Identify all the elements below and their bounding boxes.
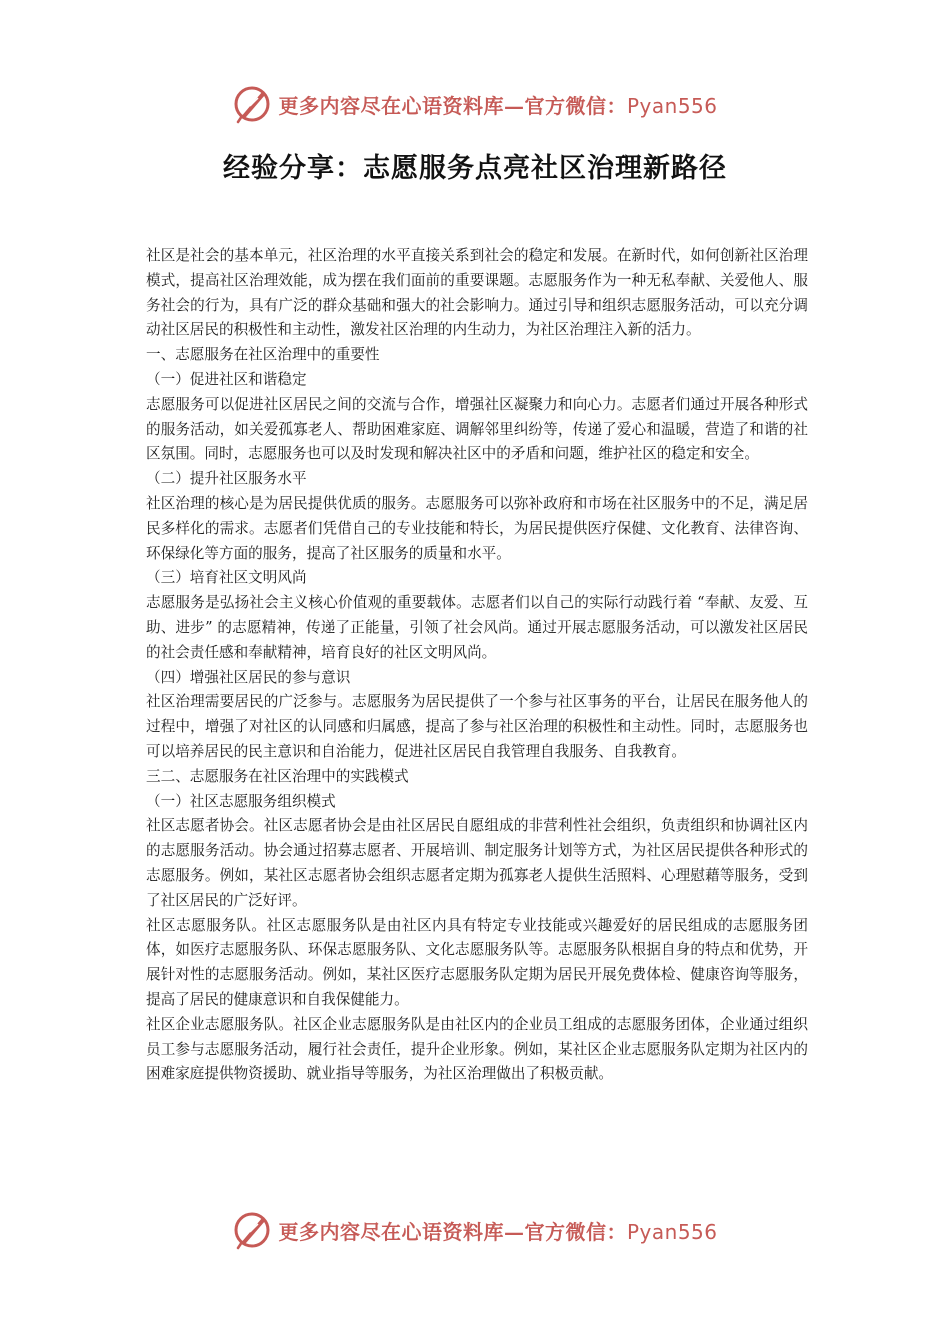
- section-heading: （二）提升社区服务水平: [146, 470, 307, 488]
- quill-logo-icon: [232, 84, 272, 124]
- section-heading: （四）增强社区居民的参与意识: [146, 668, 351, 686]
- header-banner: [0, 82, 950, 126]
- paragraph: 志愿服务可以促进社区居民之间的交流与合作，增强社区凝聚力和向心力。志愿者们通过开展各种形式的服务活动，如关爱孤寡老人、帮助困难家庭、调解邻里纠纷等，传递了爱心和温暖，营造了和谐的社区氛围。同时，志愿服务也可以及时发现和解决社区中的矛盾和问题，维护社区的稳定和安全。: [146, 395, 808, 463]
- paragraph: 社区志愿服务队。社区志愿服务队是由社区内具有特定专业技能或兴趣爱好的居民组成的志愿服务团体，如医疗志愿服务队、环保志愿服务队、文化志愿服务队等。志愿服务队根据自身的特点和优势，开展针对性的志愿服务活动。例如，某社区医疗志愿服务队定期为居民开展免费体检、健康咨询等服务，提高了居民的健康意识和自我保健能力。: [146, 916, 808, 1008]
- paragraph: 社区企业志愿服务队。社区企业志愿服务队是由社区内的企业员工组成的志愿服务团体，企业通过组织员工参与志愿服务活动，履行社会责任，提升企业形象。例如，某社区企业志愿服务队定期为社区内的困难家庭提供物资援助、就业指导等服务，为社区治理做出了积极贡献。: [146, 1015, 808, 1083]
- paragraph: 社区志愿者协会。社区志愿者协会是由社区居民自愿组成的非营利性社会组织，负责组织和协调社区内的志愿服务活动。协会通过招募志愿者、开展培训、制定服务计划等方式，为社区居民提供各种形式的志愿服务。例如，某社区志愿者协会组织志愿者定期为孤寡老人提供生活照料、心理慰藉等服务，受到了社区居民的广泛好评。: [146, 817, 808, 909]
- paragraph: 社区治理需要居民的广泛参与。志愿服务为居民提供了一个参与社区事务的平台，让居民在服务他人的过程中，增强了对社区的认同感和归属感，提高了参与社区治理的积极性和主动性。同时，志愿服务也可以培养居民的民主意识和自治能力，促进社区居民自我管理自我服务、自我教育。: [146, 693, 808, 760]
- banner-text: 更多内容尽在心语资料库—官方微信：Pyan556: [278, 93, 718, 118]
- section-heading: 一、志愿服务在社区治理中的重要性: [146, 346, 380, 364]
- section-heading: （一）促进社区和谐稳定: [146, 370, 307, 388]
- paragraph: 志愿服务是弘扬社会主义核心价值观的重要载体。志愿者们以自己的实际行动践行着 “奉献、友爱、互助、进步” 的志愿精神，传递了正能量，引领了社会风尚。通过开展志愿服务活动，可以激发社区居民的社会责任感和奉献精神，培育良好的社区文明风尚。: [146, 594, 808, 661]
- paragraph: 社区是社会的基本单元，社区治理的水平直接关系到社会的稳定和发展。在新时代，如何创新社区治理模式，提高社区治理效能，成为摆在我们面前的重要课题。志愿服务作为一种无私奉献、关爱他人、服务社会的行为，具有广泛的群众基础和强大的社会影响力。通过引导和组织志愿服务活动，可以充分调动社区居民的积极性和主动性，激发社区治理的内生动力，为社区治理注入新的活力。: [146, 247, 808, 339]
- section-heading: （一）社区志愿服务组织模式: [146, 792, 336, 810]
- section-heading: （三）培育社区文明风尚: [146, 569, 307, 587]
- quill-logo-icon: [232, 1210, 272, 1250]
- page-title: 经验分享：志愿服务点亮社区治理新路径: [223, 153, 727, 184]
- paragraph: 社区治理的核心是为居民提供优质的服务。志愿服务可以弥补政府和市场在社区服务中的不足，满足居民多样化的需求。志愿者们凭借自己的专业技能和特长，为居民提供医疗保健、文化教育、法律咨询、环保绿化等方面的服务，提高了社区服务的质量和水平。: [146, 494, 808, 562]
- section-heading: 三二、志愿服务在社区治理中的实践模式: [146, 767, 409, 785]
- banner-text: 更多内容尽在心语资料库—官方微信：Pyan556: [278, 1219, 718, 1244]
- article-body: [146, 244, 808, 1087]
- footer-banner: [0, 1208, 950, 1252]
